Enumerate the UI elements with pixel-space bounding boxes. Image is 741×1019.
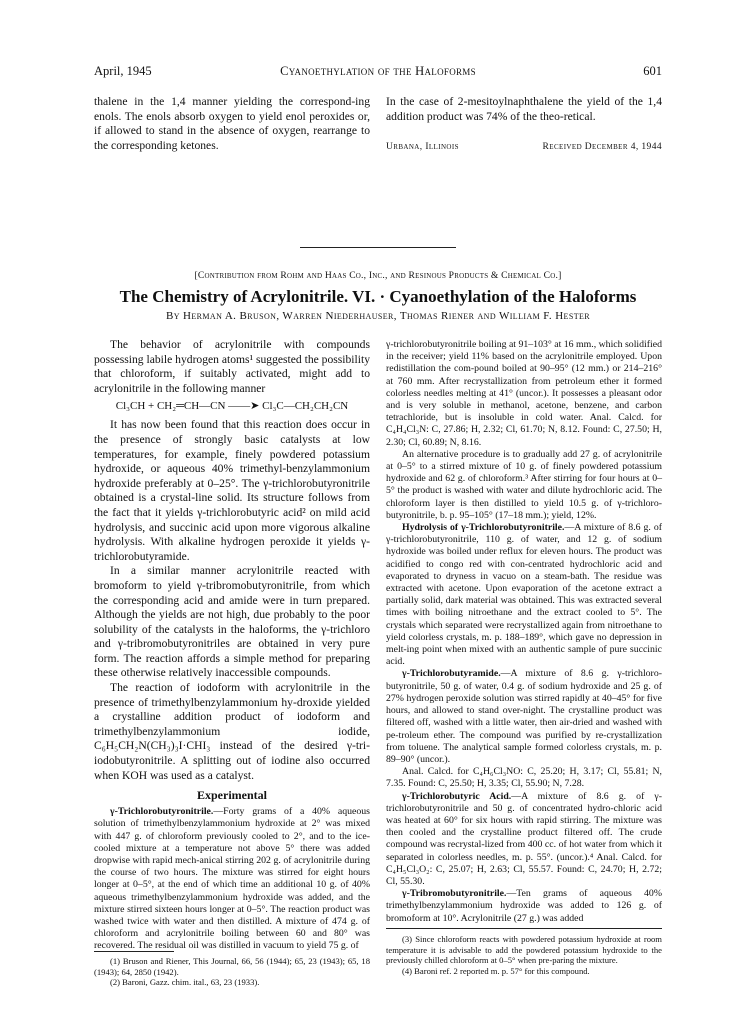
trichloro-properties: γ-trichlorobutyronitrile boiling at 91–103° at 16 mm., which solidified in the receiver; yield 11% based on the acrylonitrile employed. Upon redistillation the com-pound boiled at 90–95° (12 mm.) or 214–216° at 760 mm. After recrystallization from petroleum ether it formed colorless needles melting at 41° (uncor.). It possesses a pleasant odor and is very soluble in methanol, acetone, benzene, and carbon tetrachloride, but is insoluble in cold water. Anal. Calcd. for C₄H₄Cl₃N: C, 27.86; H, 2.32; Cl, 61.70; N, 8.12. Found: C, 27.50; H, 2.30; Cl, 60.89; N, 8.16. [386,339,662,448]
acid-paragraph [386,791,662,889]
right-column [386,339,662,925]
intro-paragraph-3: In a similar manner acrylonitrile reacted with bromoform to yield γ-tribromobutyronitrile, from which the corresponding acid and amide were in turn prepared. Although the yields are not high, due probably to the poor solubility of the catalysts in the haloforms, the γ-trichloro and γ-tribromobutyronitriles are obtained in very pure form. The reaction affords a simple method for preparing these otherwise relatively inaccessible compounds. [94,564,370,680]
article-divider [300,247,456,248]
prev-article-place: Urbana, Illinois [386,142,459,152]
right-footnotes [386,934,662,976]
intro-paragraph-2: It has now been found that this reaction does occur in the presence of strongly basic catalysts at low temperatures, for example, finely powdered potassium hydroxide, or aqueous 40% trimethyl-benzylammonium hydroxide preferably at 0–25°. The γ-trichlorobutyronitrile obtained is a crystal-line solid. Its structure follows from the fact that it yields γ-trichlorobutyric acid² on mild acid hydrolysis, and succinic acid upon more vigorous alkaline hydrolysis. With alkaline hydrogen peroxide it yields γ-trichlorobutyramide. [94,418,370,563]
intro-paragraph-1: The behavior of acrylonitrile with compounds possessing labile hydrogen atoms¹ suggested the possibility that chloroform, if suitably activated, might add to acrylonitrile in the following manner [94,338,370,395]
exp-trichlorobutyronitrile [94,806,370,952]
h3-title: Hydrolysis of γ-Trichlorobutyronitrile. [402,522,565,534]
tribromo-paragraph [386,888,662,925]
contribution-line: [Contribution from Rohm and Haas Co., Inc., and Resinous Products & Chemical Co.] [194,270,562,281]
footnote-2: (2) Baroni, Gazz. chim. ital., 63, 23 (1933). [110,977,260,988]
footnote-rule-right [386,928,662,929]
page-number: 601 [643,64,662,78]
h4-title: γ-Trichlorobutyramide. [402,668,501,680]
h5-text: —A mixture of 8.6 g. of γ-trichlorobutyronitrile and 50 g. of concentrated hydro-chloric acid was heated at 60° for six hours with rapid stirring. The mixture was then cooled and the crystalline product filtered off. The crude compound was recrystal-lized from 400 cc. of hot water from which it separated in colorless needles, m. p. 55°. (uncor.).⁴ Anal. Calcd. for C₄H₅Cl₃O₂: C, 25.07; H, 2.63; Cl, 55.57. Found: C, 24.70; H, 2.72; Cl, 55.30. [386,790,662,887]
running-header [94,64,662,80]
prev-article-right-text: In the case of 2-mesitoylnaphthalene the yield of the 1,4 addition product was 74% of the theo-retical. [386,95,662,123]
prev-article-received: Received December 4, 1944 [542,142,662,152]
article-title: The Chemistry of Acrylonitrile. VI. · Cyanoethylation of the Haloforms [119,287,637,306]
footnote-rule-left [94,951,174,952]
amide-analysis: Anal. Calcd. for C₄H₆Cl₃NO: C, 25.20; H, 3.17; Cl, 55.81; N, 7.35. Found: C, 25.50; H, 3.35; Cl, 55.90; N, 7.28. [386,766,662,790]
left-footnotes [94,956,370,988]
h6-text: —Ten grams of aqueous 40% trimethylbenzylammonium hydroxide was added to 126 g. of bromoform at 10°. Acrylonitrile (27 g.) was added [386,888,662,924]
header-date: April, 1945 [94,64,152,78]
experimental-heading: Experimental [197,788,267,803]
h6-title: γ-Tribromobutyronitrile. [402,888,507,900]
h5-title: γ-Trichlorobutyric Acid. [402,790,512,802]
header-title: Cyanoethylation of the Haloforms [280,64,476,78]
prev-article-left-text: thalene in the 1,4 manner yielding the correspond-ing enols. The enols absorb oxygen to yield enol peroxides or, if allowed to stand in the absence of oxygen, rearrange to the corresponding ketones. [94,95,370,152]
h3-text: —A mixture of 8.6 g. of γ-trichlorobutyronitrile, 110 g. of water, and 12 g. of sodium hydroxide was boiled under reflux for eleven hours. The product was acidified to congo red with con-centrated hydrochloric acid and evaporated to dryness in vacuo on a steam-bath. The residue was extracted with acetone. Upon evaporation of the acetone extract a partially solid, dark material was obtained. This was extracted several times with boiling nitroethane and the extract cooled to 5°. The crystals which separated were recrystallized again from nitroethane to yield colorless crystals, m. p. 188–189°, which gave no depression in melt-ing point when mixed with an authentic sample of pure succinic acid. [386,522,662,668]
prev-article-right [386,95,662,124]
hydrolysis-paragraph [386,522,662,668]
reaction-equation: Cl₃CH + CH₂═CH—CN ——➤ Cl₃C—CH₂CH₂CN [115,400,349,413]
exp1-title: γ-Trichlorobutyronitrile. [110,806,214,818]
left-column [94,338,370,953]
intro-paragraph-4: The reaction of iodoform with acrylonitrile in the presence of trimethylbenzylammonium hy-droxide yielded a crystalline addition product of iodoform and trimethylbenzylammonium iodide, C₆H₅CH₂N(CH₃)₃I·CHI₃ instead of the desired γ-tri-iodobutyronitrile. A splitting out of iodine also occurred when KOH was used as a catalyst. [94,681,370,782]
amide-paragraph [386,668,662,766]
exp1-text: —Forty grams of a 40% aqueous solution of trimethylbenzylammonium hydroxide at 2° was mixed with 447 g. of chloroform previously cooled to 2°, and to the ice-cooled mixture at a temperature not above 5° there was added dropwise with rapid mech-anical stirring 202 g. of acrylonitrile during the course of two hours. The mixture was stirred for eight hours longer at 0–5°, at the end of which time an additional 10 g. of 40% aqueous trimethylbenzylammonium hydroxide was added, and the mixture stirred sixteen hours longer at 0–5°. The reaction product was washed twice with water and then distilled. A mixture of 474 g. of chloroform and acrylonitrile boiling between 60 and 80° was recovered. The residual oil was distilled in vacuum to yield 75 g. of [94,806,370,952]
footnote-3: (3) Since chloroform reacts with powdered potassium hydroxide at room temperature it is advisable to add the powdered potassium hydroxide to the previously chilled chloroform at 0–5° when pre-paring the mixture. [386,934,662,966]
h4-text: —A mixture of 8.6 g. γ-trichloro-butyronitrile, 50 g. of water, 0.4 g. of sodium hydroxide and 25 g. of 27% hydrogen peroxide solution was stirred rapidly at 40–45° for five hours, and allowed to stand over-night. The crystalline product was filtered off, washed with a little water, then air-dried and washed with pe-troleum ether. The compound was purified by re-crystallization from toluene. The analytical sample formed colorless crystals, m. p. 89–90° (uncor.). [386,668,662,765]
footnote-1: (1) Bruson and Riener, This Journal, 66, 56 (1944); 65, 23 (1943); 65, 18 (1943); 64, 2850 (1942). [94,956,370,977]
footnote-4: (4) Baroni ref. 2 reported m. p. 57° for this compound. [402,965,590,976]
alternative-procedure: An alternative procedure is to gradually add 27 g. of acrylonitrile at 0–5° to a stirred mixture of 10 g. of finely powdered potassium hydroxide and 62 g. of chloroform.³ After stirring for four hours at 0–5° the product is washed with water and dilute hydrochloric acid. The chloroform layer is then distilled to yield 10.5 g. of γ-trichloro-butyronitrile, b. p. 95–105° (17–18 mm.); yield, 12%. [386,448,662,521]
article-authors: By Herman A. Bruson, Warren Niederhauser, Thomas Riener and William F. Hester [165,310,591,322]
prev-article-left [94,95,370,153]
